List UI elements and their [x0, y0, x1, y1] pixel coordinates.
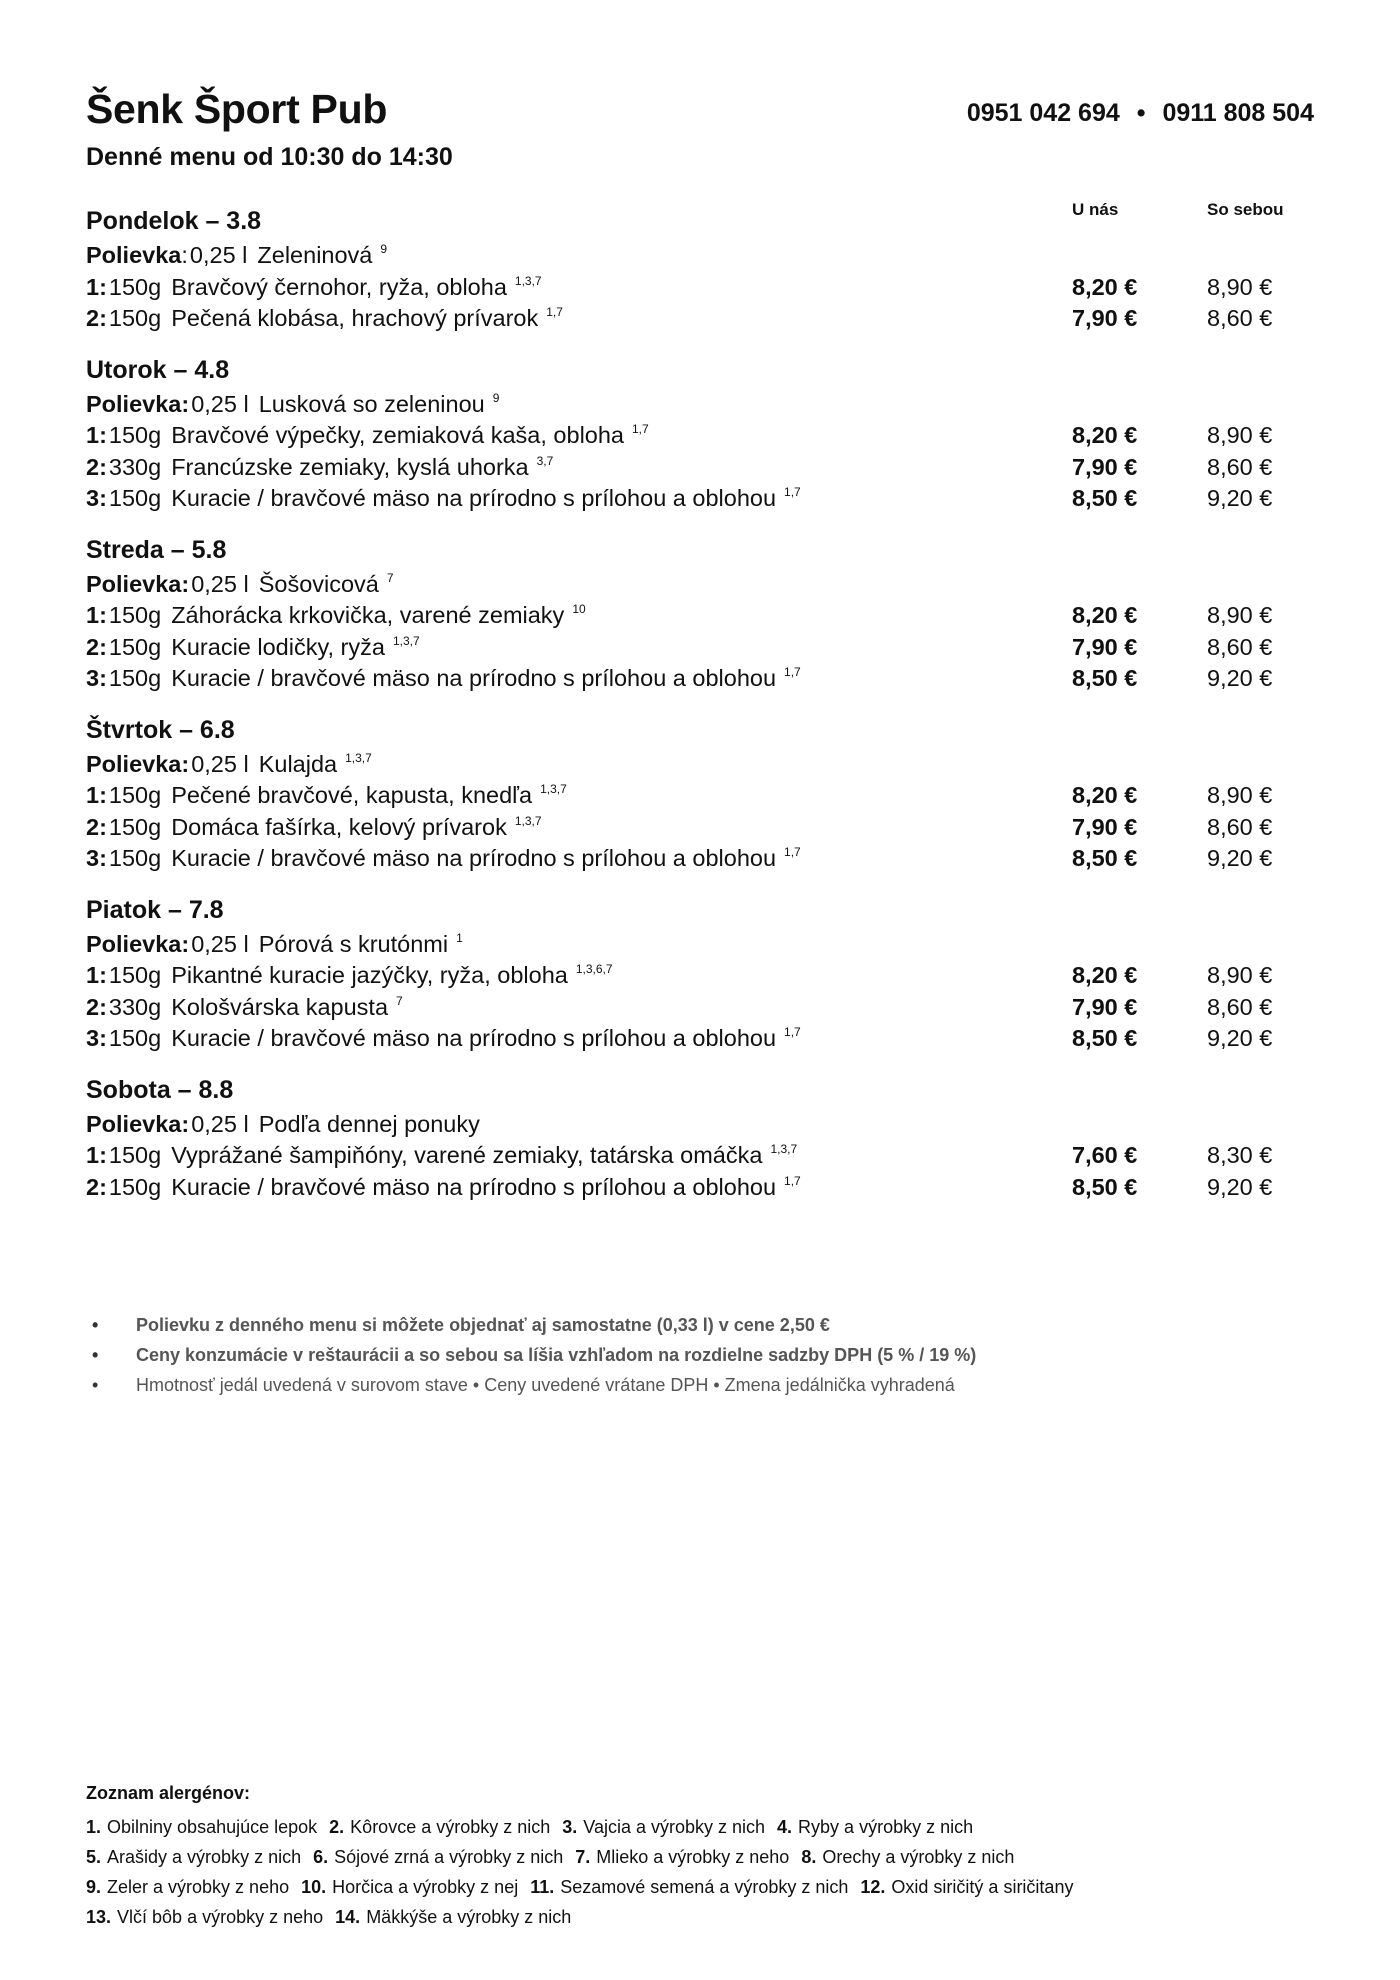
allergen-item: [86, 1817, 317, 1837]
note-item: [86, 1310, 1314, 1340]
note-item: [86, 1370, 1314, 1400]
item-name: Francúzske zemiaky, kyslá uhorka: [171, 453, 529, 480]
day-block: [86, 533, 1314, 695]
item-label: 2:: [86, 633, 107, 660]
day-block: [86, 353, 1314, 515]
allergen-number: 2.: [329, 1817, 345, 1837]
allergen-item: [575, 1847, 789, 1867]
page-subtitle: Denné menu od 10:30 do 14:30: [86, 143, 453, 171]
soup-row: [86, 929, 1314, 961]
menu-item-row: [86, 1140, 1314, 1172]
item-quantity: 0,25 l: [191, 930, 249, 957]
menu-item-row: [86, 420, 1314, 452]
item-label: 1:: [86, 273, 107, 300]
item-quantity: 150g: [108, 665, 162, 691]
item-quantity: 150g: [108, 633, 162, 660]
price-takeaway: 8,60 €: [1207, 453, 1273, 480]
item-label: 3:: [86, 665, 107, 691]
allergen-item: [335, 1907, 571, 1927]
price-takeaway: 8,60 €: [1207, 993, 1273, 1020]
item-allergens: 1,7: [632, 422, 649, 436]
item-allergens: 1,3,7: [345, 750, 372, 765]
item-allergens: 1,7: [784, 845, 801, 859]
column-header-takeaway: So sebou: [1207, 200, 1284, 219]
phone-numbers: [967, 96, 1314, 130]
price-here: 8,50 €: [1072, 845, 1138, 871]
allergen-item: [86, 1907, 323, 1927]
item-label: Polievka:: [86, 1110, 190, 1137]
allergen-number: 1.: [86, 1817, 102, 1837]
item-quantity: 150g: [108, 845, 162, 871]
item-allergens: 1,7: [784, 1025, 801, 1039]
allergen-text: Sójové zrná a výrobky z nich: [334, 1847, 564, 1867]
daily-menu-list: [86, 204, 1314, 1221]
menu-item-row: [86, 780, 1314, 812]
price-here: 7,90 €: [1072, 813, 1138, 840]
phone-number-2: 0911 808 504: [1162, 99, 1314, 127]
menu-item-row: [86, 600, 1314, 632]
allergen-lines: [86, 1812, 1314, 1932]
item-allergens: 1,7: [546, 305, 563, 319]
price-here: 8,20 €: [1072, 273, 1138, 300]
day-title: Pondelok – 3.8: [86, 207, 262, 235]
allergen-text: Obilniny obsahujúce lepok: [107, 1817, 318, 1837]
column-header-here: U nás: [1072, 200, 1119, 219]
item-label: 1:: [86, 1142, 107, 1168]
allergen-text: Horčica a výrobky z nej: [332, 1877, 519, 1897]
allergen-number: 12.: [860, 1877, 886, 1897]
day-title: Utorok – 4.8: [86, 355, 230, 384]
item-name: Kuracie / bravčové mäso na prírodno s prílohou a oblohou: [171, 1025, 777, 1051]
price-takeaway: 9,20 €: [1207, 1173, 1273, 1200]
price-here: 8,50 €: [1072, 1173, 1138, 1200]
allergen-number: 5.: [86, 1847, 102, 1867]
menu-item-row: [86, 483, 1314, 515]
page-title: Šenk Šport Pub: [86, 86, 388, 132]
item-name: Zeleninová: [257, 242, 373, 268]
allergen-number: 8.: [801, 1847, 817, 1867]
item-allergens: 1,3,7: [514, 273, 542, 288]
price-takeaway: 8,90 €: [1207, 962, 1273, 988]
price-here: 8,20 €: [1072, 962, 1138, 988]
allergen-number: 13.: [86, 1907, 112, 1927]
allergen-item: [562, 1817, 765, 1837]
item-allergens: 1,7: [784, 665, 801, 679]
day-title: Streda – 5.8: [86, 535, 227, 564]
item-allergens: 1,7: [784, 485, 801, 499]
price-here: 8,20 €: [1072, 422, 1138, 448]
item-quantity: 330g: [108, 993, 162, 1020]
item-name: Kuracie / bravčové mäso na prírodno s prílohou a oblohou: [171, 485, 777, 511]
allergen-line: [86, 1902, 1314, 1932]
item-label: 1:: [86, 782, 107, 808]
item-name: Pórová s krutónmi: [258, 930, 449, 957]
item-name: Pikantné kuracie jazýčky, ryža, obloha: [171, 962, 568, 988]
item-quantity: 150g: [108, 1142, 162, 1168]
menu-item-row: [86, 303, 1314, 335]
item-label: 3:: [86, 845, 107, 871]
item-name: Záhorácka krkovička, varené zemiaky: [171, 602, 565, 628]
item-quantity: 150g: [108, 813, 162, 840]
item-quantity: 150g: [108, 273, 162, 300]
day-block: [86, 1073, 1314, 1204]
allergen-item: [777, 1817, 973, 1837]
price-here: 7,90 €: [1072, 305, 1138, 331]
item-quantity: 150g: [108, 485, 162, 511]
price-takeaway: 8,90 €: [1207, 602, 1273, 628]
item-allergens: 7: [386, 570, 394, 585]
item-allergens: 1,3,6,7: [575, 962, 613, 976]
allergen-number: 10.: [301, 1877, 327, 1897]
menu-item-row: [86, 272, 1314, 304]
day-block: [86, 893, 1314, 1055]
item-name: Vyprážané šampiňóny, varené zemiaky, tatárska omáčka: [171, 1142, 763, 1168]
item-quantity: 0,25 l: [191, 390, 249, 417]
item-allergens: 1,3,7: [514, 813, 542, 828]
item-name: Domáca fašírka, kelový prívarok: [171, 813, 507, 840]
bullet-icon: •: [92, 1315, 99, 1335]
item-quantity: 0,25 l: [189, 242, 248, 268]
soup-row: [86, 240, 1314, 272]
item-label: Polievka: [86, 242, 182, 268]
item-allergens: 1,7: [784, 1173, 801, 1188]
item-quantity: 330g: [108, 453, 162, 480]
price-takeaway: 8,60 €: [1207, 633, 1273, 660]
notes-list: [86, 1310, 1314, 1400]
price-takeaway: 8,90 €: [1207, 782, 1273, 808]
item-label-colon: :: [181, 242, 188, 268]
price-here: 8,20 €: [1072, 602, 1138, 628]
allergen-text: Oxid siričitý a siričitany: [891, 1877, 1074, 1897]
phone-number-1: 0951 042 694: [966, 99, 1120, 127]
allergen-text: Ryby a výrobky z nich: [798, 1817, 974, 1837]
item-name: Bravčové výpečky, zemiaková kaša, obloha: [171, 422, 624, 448]
item-label: 2:: [86, 305, 107, 331]
menu-item-row: [86, 992, 1314, 1024]
allergen-number: 9.: [86, 1877, 102, 1897]
item-quantity: 150g: [108, 962, 162, 988]
item-quantity: 150g: [108, 422, 162, 448]
item-allergens: 1,3,7: [392, 633, 420, 648]
item-quantity: 150g: [108, 1173, 162, 1200]
item-label: 3:: [86, 485, 107, 511]
item-quantity: 0,25 l: [191, 1110, 249, 1137]
menu-item-row: [86, 452, 1314, 484]
price-here: 8,50 €: [1072, 665, 1138, 691]
item-name: Kulajda: [258, 750, 338, 777]
allergen-text: Zeler a výrobky z neho: [107, 1877, 290, 1897]
price-here: 7,90 €: [1072, 993, 1138, 1020]
item-name: Pečená klobása, hrachový prívarok: [171, 305, 539, 331]
allergen-text: Sezamové semená a výrobky z nich: [560, 1877, 849, 1897]
bullet-icon: •: [92, 1375, 99, 1395]
allergen-number: 3.: [562, 1817, 578, 1837]
allergen-heading: Zoznam alergénov:: [86, 1783, 251, 1803]
allergen-text: Kôrovce a výrobky z nich: [350, 1817, 551, 1837]
item-quantity: 150g: [108, 305, 162, 331]
menu-page: [86, 0, 1314, 1980]
allergen-line: [86, 1842, 1314, 1872]
item-name: Lusková so zeleninou: [258, 390, 485, 417]
item-label: 2:: [86, 453, 107, 480]
item-quantity: 150g: [108, 782, 162, 808]
allergen-item: [801, 1847, 1014, 1867]
item-label: 2:: [86, 813, 107, 840]
item-name: Pečené bravčové, kapusta, knedľa: [171, 782, 533, 808]
item-label: Polievka:: [86, 390, 190, 417]
item-name: Bravčový černohor, ryža, obloha: [171, 273, 507, 300]
item-name: Kološvárska kapusta: [171, 993, 389, 1020]
item-name: Šošovicová: [258, 570, 379, 597]
item-allergens: 9: [380, 242, 388, 256]
day-title: Piatok – 7.8: [86, 895, 224, 924]
item-name: Kuracie / bravčové mäso na prírodno s prílohou a oblohou: [171, 845, 777, 871]
item-name: Kuracie / bravčové mäso na prírodno s prílohou a oblohou: [171, 665, 777, 691]
menu-item-row: [86, 632, 1314, 664]
menu-item-row: [86, 1023, 1314, 1055]
day-title: Sobota – 8.8: [86, 1075, 234, 1104]
price-takeaway: 9,20 €: [1207, 845, 1273, 871]
allergen-item: [329, 1817, 550, 1837]
price-here: 8,50 €: [1072, 485, 1138, 511]
allergen-number: 4.: [777, 1817, 793, 1837]
menu-item-row: [86, 1172, 1314, 1204]
allergen-number: 7.: [575, 1847, 591, 1867]
item-quantity: 0,25 l: [191, 750, 249, 777]
price-here: 8,50 €: [1072, 1025, 1138, 1051]
item-allergens: 10: [572, 602, 586, 616]
price-takeaway: 9,20 €: [1207, 665, 1273, 691]
item-name: Kuracie lodičky, ryža: [171, 633, 385, 660]
item-label: Polievka:: [86, 570, 190, 597]
menu-item-row: [86, 843, 1314, 875]
allergen-item: [86, 1877, 289, 1897]
allergen-item: [860, 1877, 1073, 1897]
price-takeaway: 8,90 €: [1207, 273, 1273, 300]
price-takeaway: 8,90 €: [1207, 422, 1273, 448]
allergen-number: 6.: [313, 1847, 329, 1867]
soup-row: [86, 1109, 1314, 1141]
allergen-item: [313, 1847, 563, 1867]
allergen-line: [86, 1812, 1314, 1842]
day-block: [86, 713, 1314, 875]
soup-row: [86, 569, 1314, 601]
menu-item-row: [86, 663, 1314, 695]
item-label: 3:: [86, 1025, 107, 1051]
allergen-item: [530, 1877, 848, 1897]
soup-row: [86, 389, 1314, 421]
note-text: Hmotnosť jedál uvedená v surovom stave • Ceny uvedené vrátane DPH • Zmena jedálnička vyhradená: [136, 1375, 955, 1395]
bullet-icon: •: [92, 1345, 99, 1365]
price-here: 7,90 €: [1072, 453, 1138, 480]
allergen-item: [301, 1877, 518, 1897]
item-allergens: 1,3,7: [770, 1142, 798, 1156]
item-label: 2:: [86, 993, 107, 1020]
item-label: 1:: [86, 602, 107, 628]
allergen-text: Arašidy a výrobky z nich: [107, 1847, 302, 1867]
item-allergens: 1: [456, 930, 463, 945]
price-takeaway: 9,20 €: [1207, 1025, 1273, 1051]
price-here: 7,90 €: [1072, 633, 1138, 660]
allergen-text: Orechy a výrobky z nich: [822, 1847, 1015, 1867]
item-quantity: 150g: [108, 602, 162, 628]
item-allergens: 9: [492, 390, 500, 405]
allergen-text: Mäkkýše a výrobky z nich: [366, 1907, 572, 1927]
allergen-number: 14.: [335, 1907, 361, 1927]
phone-separator: •: [1136, 99, 1146, 127]
menu-item-row: [86, 960, 1314, 992]
item-allergens: 7: [396, 993, 403, 1008]
day-title: Štvrtok – 6.8: [86, 715, 235, 744]
price-takeaway: 8,60 €: [1207, 813, 1273, 840]
item-label: 2:: [86, 1173, 107, 1200]
allergen-text: Vlčí bôb a výrobky z neho: [117, 1907, 324, 1927]
note-text: Ceny konzumácie v reštaurácii a so sebou sa líšia vzhľadom na rozdielne sadzby DPH (5 % / 19 %): [136, 1345, 977, 1365]
allergen-text: Mlieko a výrobky z neho: [596, 1847, 790, 1867]
note-item: [86, 1340, 1314, 1370]
price-here: 8,20 €: [1072, 782, 1138, 808]
day-block: [86, 204, 1314, 335]
item-quantity: 0,25 l: [191, 570, 249, 597]
item-allergens: 3,7: [536, 453, 554, 468]
price-here: 7,60 €: [1072, 1142, 1138, 1168]
allergen-legend: [86, 1778, 1314, 1932]
allergen-number: 11.: [530, 1877, 555, 1897]
allergen-item: [86, 1847, 301, 1867]
item-quantity: 150g: [108, 1025, 162, 1051]
item-label: Polievka:: [86, 750, 190, 777]
item-label: 1:: [86, 422, 107, 448]
allergen-line: [86, 1872, 1314, 1902]
item-label: 1:: [86, 962, 107, 988]
header: [86, 84, 1314, 174]
item-label: Polievka:: [86, 930, 190, 957]
note-text: Polievku z denného menu si môžete objednať aj samostatne (0,33 l) v cene 2,50 €: [136, 1315, 830, 1335]
price-takeaway: 8,60 €: [1207, 305, 1273, 331]
item-name: Kuracie / bravčové mäso na prírodno s prílohou a oblohou: [171, 1173, 777, 1200]
price-takeaway: 8,30 €: [1207, 1142, 1273, 1168]
soup-row: [86, 749, 1314, 781]
allergen-text: Vajcia a výrobky z nich: [583, 1817, 766, 1837]
item-name: Podľa dennej ponuky: [258, 1110, 480, 1137]
item-allergens: 1,3,7: [540, 782, 567, 796]
menu-item-row: [86, 812, 1314, 844]
price-takeaway: 9,20 €: [1207, 485, 1273, 511]
